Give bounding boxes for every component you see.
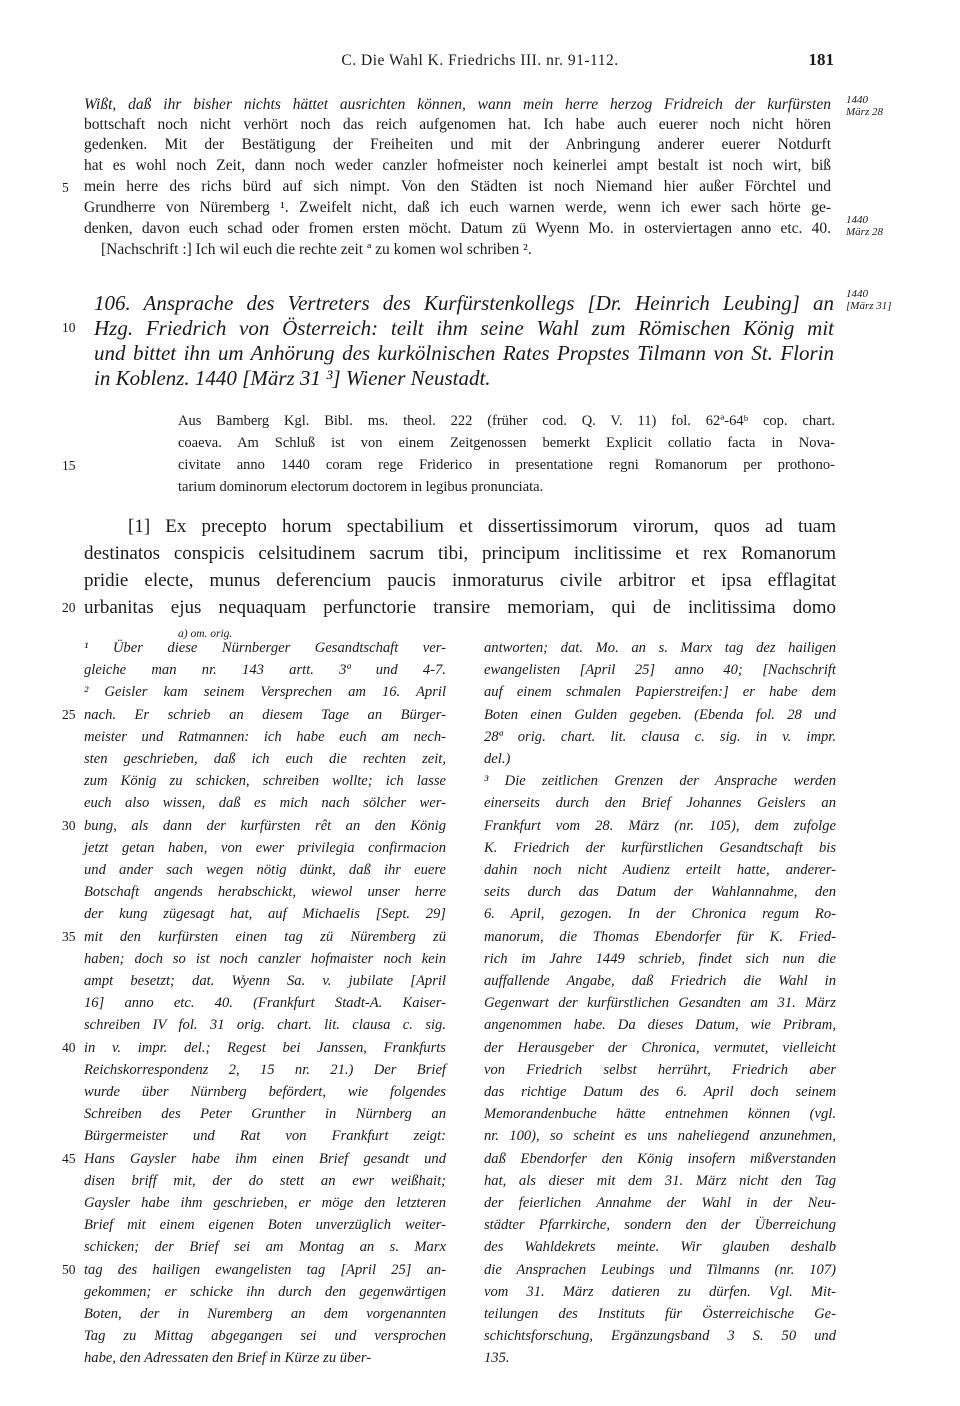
footnote-line: disen briff mit, der do stett an ewr weißhait;	[84, 1172, 446, 1189]
footnote-line: in v. impr. del.; Regest bei Janssen, Frankfurts	[84, 1039, 446, 1056]
footnote-line: auf einem schmalen Papierstreifen:] er habe dem	[484, 684, 836, 701]
footnote-line: mit den kurfürsten einen tag zü Nüremberg zü	[84, 928, 446, 945]
footnote-line: seits durch das Datum der Wahlannahme, den	[484, 884, 836, 901]
footnote-line: Brief mit einem eigenen Boten unverzüglich weiter-	[84, 1217, 446, 1234]
line-number: 35	[62, 928, 76, 944]
footnote-line: Gaysler habe ihm geschrieben, er möge den letzteren	[84, 1195, 446, 1211]
footnote-line: meister und Ratmannen: ich habe euch am nech-	[84, 728, 446, 745]
footnote-line: 16] anno etc. 40. (Frankfurt Stadt-A. Kaiser-	[84, 995, 446, 1012]
footnote-line: ² Geisler kam seinem Versprechen am 16. April	[84, 684, 446, 701]
footnote-line: Botschaft angends herabschickt, wiewol unser herre	[84, 884, 446, 901]
footnote-line: das richtige Datum des 6. April doch seinem	[484, 1084, 836, 1100]
footnote-line: schichtsforschung, Ergänzungsband 3 S. 50 und	[484, 1328, 836, 1345]
source-line: Aus Bamberg Kgl. Bibl. ms. theol. 222 (früher cod. Q. V. 11) fol. 62ª-64ᵇ cop. chart.	[178, 413, 835, 429]
margin-date: 1440 März 28	[846, 214, 883, 238]
critical-apparatus: a) om. orig.	[178, 628, 233, 640]
footnote-line: gekommen; er schicke ihn durch den gegenwärtigen	[84, 1283, 446, 1300]
line-number: 25	[62, 706, 76, 722]
margin-date: 1440 März 28	[846, 94, 883, 118]
footnote-line: dahin noch nicht Audienz erteilt hatte, anderer-	[484, 862, 836, 878]
letter-line: [Nachschrift :] Ich wil euch die rechte zeit ª zu komen wol schriben ².	[101, 241, 532, 258]
footnote-line: Frankfurt vom 28. März (nr. 105), dem zufolge	[484, 817, 836, 834]
line-number: 10	[62, 320, 76, 335]
footnote-line: die Ansprachen Leubings und Tilmanns (nr. 107)	[484, 1261, 836, 1278]
footnote-line: städter Pfarrkirche, sondern den der Überreichung	[484, 1217, 836, 1234]
running-header	[0, 52, 960, 74]
footnote-line: antworten; dat. Mo. an s. Marx tag dez hailigen	[484, 640, 836, 656]
letter-line: hat es wohl noch Zeit, dann noch weder canzler hofmeister noch keinerlei ampt bestalt ist noch wirt, biß	[84, 157, 831, 174]
latin-line: destinatos conspicis celsitudinem sacrum tibi, principum inclitissime et rex Romanorum	[84, 543, 836, 564]
heading-line: 106. Ansprache des Vertreters des Kurfürstenkollegs [Dr. Heinrich Leubing] an	[94, 291, 834, 315]
letter-line: denken, davon euch schad oder fromen ersten möcht. Datum zü Wyenn Mo. in osterviertagen anno etc. 40.	[84, 220, 831, 237]
source-line: coaeva. Am Schluß ist von einem Zeitgenossen bemerkt Explicit collatio facta in Nova-	[178, 435, 835, 451]
letter-line: gedenken. Mit der Bestätigung der Freiheiten und mit der Anbringung anderer euerer Notdurft	[84, 136, 831, 153]
footnote-line: einerseits durch den Brief Johannes Geislers an	[484, 795, 836, 812]
letter-line: bottschaft noch nicht verhört noch das reich aufgenomen hat. Ich habe auch euerer noch nicht hören	[84, 116, 831, 133]
footnote-line: K. Friedrich der kurfürstlichen Gesandtschaft bis	[484, 839, 836, 856]
footnote-line: Boten, der in Nuremberg an dem vorgenannten	[84, 1306, 446, 1322]
footnote-line: und ander sach wegen nötig dünkt, daß ihr euere	[84, 862, 446, 878]
footnote-line: ¹ Über diese Nürnberger Gesandtschaft ver-	[84, 640, 446, 656]
letter-line: Wißt, daß ihr bisher nichts hättet ausrichten können, wann mein herre herzog Fridreich der kurfürsten	[84, 96, 831, 113]
footnote-line: auffallende Angabe, daß Friedrich die Wahl in	[484, 973, 836, 989]
footnote-line: gleiche man nr. 143 artt. 3ª und 4-7.	[84, 662, 446, 679]
footnote-line: der feierlichen Annahme der Wahl in der Neu-	[484, 1195, 836, 1211]
footnote-line: ³ Die zeitlichen Grenzen der Ansprache werden	[484, 773, 836, 790]
footnote-line: von Friedrich selbst herrührt, Friedrich aber	[484, 1061, 836, 1078]
heading-line: in Koblenz. 1440 [März 31 ³] Wiener Neustadt.	[94, 366, 491, 390]
line-number: 40	[62, 1039, 76, 1055]
latin-line: urbanitas ejus nequaquam perfunctorie transire memoriam, qui de inclitissima domo	[84, 597, 836, 618]
footnote-line: daß Ebendorfer den König insofern mißverstanden	[484, 1150, 836, 1167]
footnote-line: nr. 100), so scheint es uns naheliegend anzunehmen,	[484, 1128, 836, 1145]
line-number: 50	[62, 1261, 76, 1277]
footnote-line: manorum, die Thomas Ebendorfer für K. Fried-	[484, 928, 836, 945]
footnote-line: del.)	[484, 751, 511, 767]
footnote-line: sten geschrieben, daß ich euch die rechten zeit,	[84, 751, 446, 767]
footnote-line: 135.	[484, 1350, 510, 1367]
margin-date: 1440 [März 31]	[846, 288, 892, 312]
line-number: 15	[62, 458, 76, 473]
running-title: C. Die Wahl K. Friedrichs III. nr. 91-112.	[341, 52, 619, 69]
letter-line: Grundherre von Nüremberg ¹. Zweifelt nicht, daß ich euch warnen werde, wenn ich ewer sach hörte ge-	[84, 199, 831, 216]
footnote-line: habe, den Adressaten den Brief in Kürze zu über-	[84, 1350, 372, 1367]
line-number: 30	[62, 817, 76, 833]
letter-line: mein herre des richs bürd auf sich nimpt. Von den Städten ist noch Niemand hier außer Förchtel und	[84, 178, 831, 195]
footnote-line: schreiben IV fol. 31 orig. chart. lit. clausa c. sig.	[84, 1017, 446, 1034]
footnote-line: Schreiben des Peter Grunther in Nürnberg an	[84, 1106, 446, 1123]
source-line: civitate anno 1440 coram rege Friderico in presentatione regni Romanorum per prothono-	[178, 457, 835, 473]
footnote-line: schicken; der Brief sei am Montag an s. Marx	[84, 1239, 446, 1256]
footnote-line: jetzt getan haben, von ewer privilegia confirmacion	[84, 839, 446, 856]
footnote-line: der kung zügesagt hat, auf Michaelis [Sept. 29]	[84, 906, 446, 923]
footnote-line: Gegenwart der kurfürstlichen Gesandten am 31. März	[484, 995, 836, 1012]
latin-line: [1] Ex precepto horum spectabilium et dissertissimorum virorum, quos ad tuam	[128, 516, 836, 537]
source-line: tarium dominorum electorum doctorem in legibus pronunciata.	[178, 479, 544, 495]
line-number: 5	[62, 180, 69, 195]
latin-line: pridie electe, munus deferencium paucis inmoraturus civile arbitror et ipsa efflagitat	[84, 570, 836, 591]
footnote-line: Hans Gaysler habe ihm einen Brief gesandt und	[84, 1150, 446, 1167]
footnote-line: hat, als dieser mit dem 31. März nicht den Tag	[484, 1172, 836, 1189]
footnote-line: Reichskorrespondenz 2, 15 nr. 21.) Der Brief	[84, 1061, 446, 1078]
footnote-line: bung, als dann der kurfürsten rêt an den König	[84, 817, 446, 834]
footnote-line: haben; doch so ist noch canzler hofmaister noch kein	[84, 950, 446, 967]
footnote-line: ampt besetzt; dat. Wyenn Sa. v. jubilate [April	[84, 973, 446, 989]
footnote-line: Bürgermeister und Rat von Frankfurt zeigt:	[84, 1128, 446, 1145]
footnote-line: nach. Er schrieb an diesem Tage an Bürger-	[84, 706, 446, 723]
footnote-line: euch also wissen, daß es mich nach sölcher wer-	[84, 795, 446, 812]
footnote-line: Tag zu Mittag abgegangen sei und versprochen	[84, 1328, 446, 1345]
footnote-line: rich im Jahre 1449 schrieb, findet sich nun die	[484, 950, 836, 967]
footnote-line: Memorandenbuche hätte entnehmen können (vgl.	[484, 1106, 836, 1123]
heading-line: Hzg. Friedrich von Österreich: teilt ihm seine Wahl zum Römischen König mit	[94, 316, 834, 340]
footnote-line: Boten einen Gulden gegeben. (Ebenda fol. 28 und	[484, 706, 836, 723]
footnote-line: der Herausgeber der Chronica, vermutet, vielleicht	[484, 1039, 836, 1056]
footnote-line: ewangelisten [April 25] anno 40; [Nachschrift	[484, 662, 836, 679]
page-number: 181	[808, 50, 834, 69]
line-number: 20	[62, 600, 76, 615]
footnote-line: zum König zu schicken, schreiben wollte; ich lasse	[84, 773, 446, 790]
footnote-line: des Wahldekrets meinte. Wir glauben deshalb	[484, 1239, 836, 1256]
footnote-line: angenommen habe. Da dieses Datum, wie Pribram,	[484, 1017, 836, 1034]
footnote-line: 28ª orig. chart. lit. clausa c. sig. in v. impr.	[484, 728, 836, 745]
line-number: 45	[62, 1150, 76, 1166]
footnote-line: vom 31. März datieren zu dürfen. Vgl. Mit-	[484, 1283, 836, 1300]
heading-line: und bittet ihn um Anhörung des kurkölnischen Rates Propstes Tilmann von St. Florin	[94, 341, 834, 365]
footnote-line: tag des hailigen ewangelisten tag [April 25] an-	[84, 1261, 446, 1278]
footnote-line: 6. April, gezogen. In der Chronica regum Ro-	[484, 906, 836, 923]
footnote-line: wurde über Nürnberg befördert, wie folgendes	[84, 1084, 446, 1100]
footnote-line: teilungen des Instituts für Österreichische Ge-	[484, 1306, 836, 1322]
